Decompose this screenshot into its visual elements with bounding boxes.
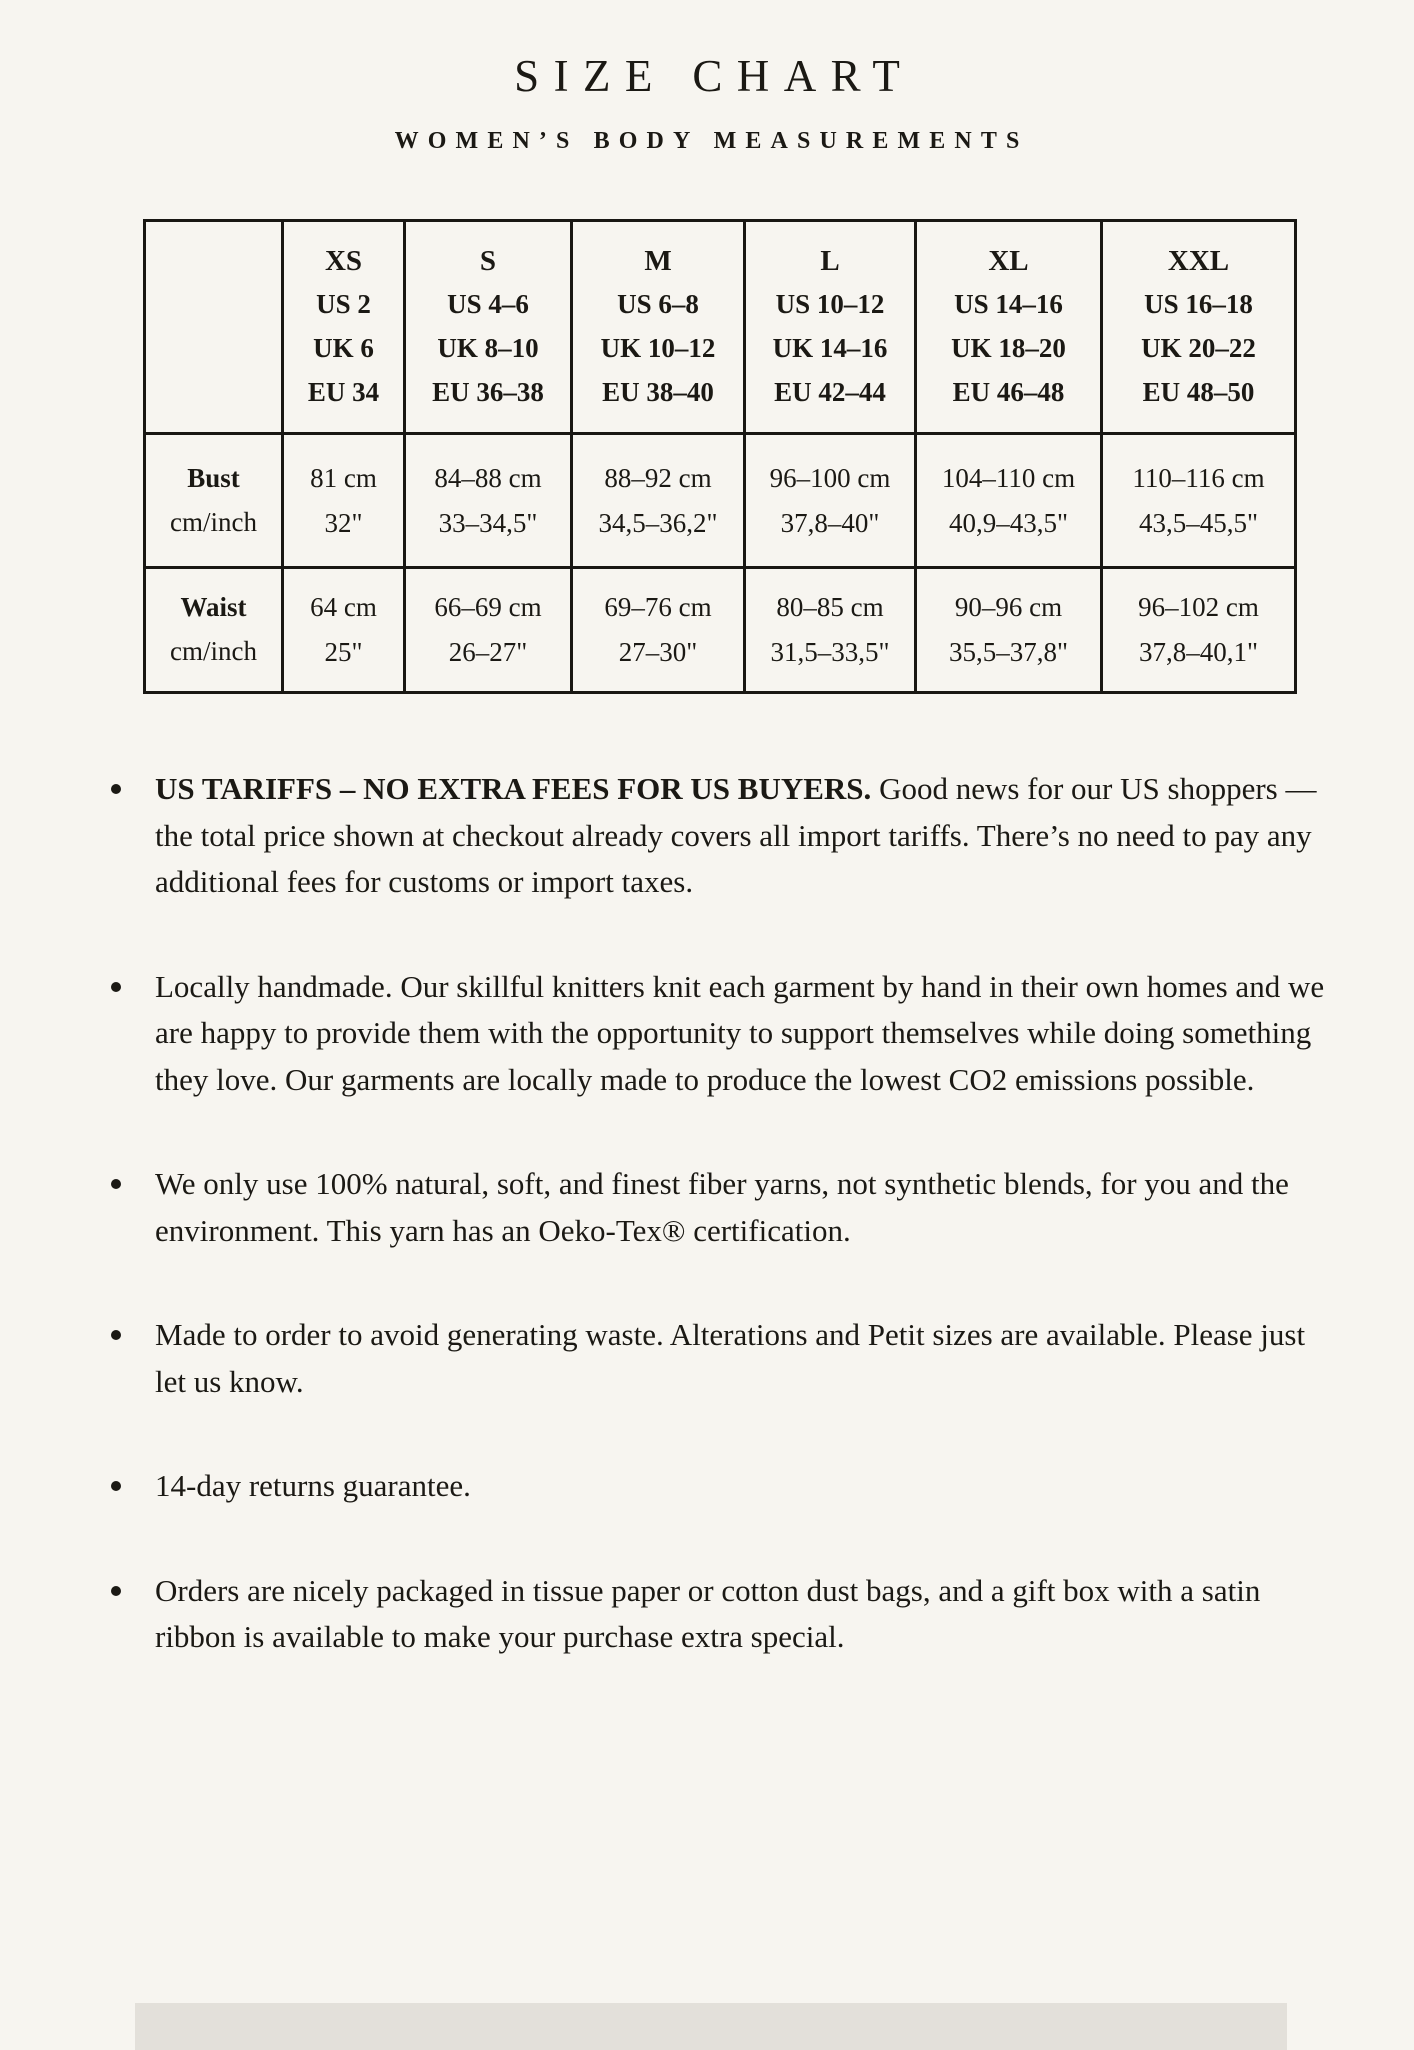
size-name: S — [479, 244, 497, 277]
inch-value: 32" — [324, 507, 363, 538]
bullet-text: We only use 100% natural, soft, and finest fiber yarns, not synthetic blends, for you and the environment. This yarn has an Oeko-Tex® certification. — [155, 1166, 1289, 1248]
bullet-returns-guarantee — [155, 1463, 1330, 1510]
waist-label-cell — [145, 568, 283, 693]
size-name: L — [820, 244, 840, 277]
header-cell-xxl — [1102, 221, 1296, 434]
bullet-text: Orders are nicely packaged in tissue paper or cotton dust bags, and a gift box with a satin ribbon is available to make your purchase extra special. — [155, 1572, 1261, 1654]
bust-cell-m — [572, 434, 745, 568]
waist-cell-s — [405, 568, 572, 693]
corner-cell — [145, 221, 283, 434]
row-label: Bust — [187, 462, 240, 493]
waist-row — [145, 568, 1296, 693]
size-name: XXL — [1167, 244, 1230, 277]
inch-value: 33–34,5" — [438, 507, 538, 538]
us-size: US 6–8 — [617, 289, 699, 320]
bust-cell-xs — [283, 434, 405, 568]
inch-value: 31,5–33,5" — [770, 637, 890, 667]
bullet-locally-handmade — [155, 964, 1330, 1104]
inch-value: 40,9–43,5" — [948, 507, 1069, 538]
bottom-band — [135, 2003, 1287, 2050]
bust-row — [145, 434, 1296, 568]
cm-value: 81 cm — [310, 462, 377, 493]
header-cell-xl — [916, 221, 1102, 434]
us-size: US 2 — [316, 289, 371, 320]
header-cell-m — [572, 221, 745, 434]
cm-value: 96–100 cm — [769, 462, 891, 493]
uk-size: UK 14–16 — [772, 332, 888, 363]
row-label: Waist — [180, 592, 247, 623]
header-cell-l — [745, 221, 916, 434]
cm-value: 66–69 cm — [434, 592, 542, 623]
inch-value: 37,8–40,1" — [1138, 637, 1259, 667]
cm-value: 84–88 cm — [434, 462, 542, 493]
uk-size: UK 20–22 — [1141, 332, 1256, 363]
bust-cell-xxl — [1102, 434, 1296, 568]
uk-size: UK 8–10 — [437, 332, 539, 363]
row-unit: cm/inch — [170, 636, 257, 666]
bullet-packaging — [155, 1568, 1330, 1661]
inch-value: 27–30" — [618, 637, 698, 667]
cm-value: 104–110 cm — [941, 462, 1076, 493]
bullet-text: 14-day returns guarantee. — [155, 1468, 471, 1503]
size-name: XS — [324, 244, 363, 277]
inch-value: 34,5–36,2" — [598, 507, 718, 538]
eu-size: EU 34 — [307, 376, 380, 407]
size-name: M — [644, 244, 672, 277]
bullet-made-to-order — [155, 1312, 1330, 1405]
bullet-text: Locally handmade. Our skillful knitters knit each garment by hand in their own homes and we are happy to provide them with the opportunity to support themselves while doing something they love. Our garments are locally made to produce the lowest CO2 emissions possible. — [155, 968, 1325, 1097]
cm-value: 88–92 cm — [604, 462, 712, 493]
cm-value: 64 cm — [310, 592, 377, 623]
waist-cell-xs — [283, 568, 405, 693]
row-unit: cm/inch — [170, 506, 257, 537]
bust-cell-s — [405, 434, 572, 568]
header-cell-s — [405, 221, 572, 434]
bullet-us-tariffs — [155, 766, 1330, 906]
page-title: SIZE CHART — [514, 51, 915, 101]
size-chart-table — [143, 219, 1297, 694]
uk-size: UK 10–12 — [600, 332, 716, 363]
waist-cell-xxl — [1102, 568, 1296, 693]
cm-value: 110–116 cm — [1132, 462, 1265, 493]
cm-value: 90–96 cm — [954, 592, 1063, 623]
eu-size: EU 46–48 — [952, 376, 1065, 407]
us-size: US 16–18 — [1144, 289, 1253, 320]
cm-value: 69–76 cm — [604, 592, 712, 623]
page-subtitle: WOMEN’S BODY MEASUREMENTS — [394, 128, 1029, 154]
cm-value: 80–85 cm — [776, 592, 884, 623]
eu-size: EU 36–38 — [432, 376, 544, 407]
eu-size: EU 42–44 — [774, 376, 886, 407]
uk-size: UK 6 — [313, 332, 374, 363]
eu-size: EU 48–50 — [1142, 376, 1255, 407]
bullet-natural-yarns — [155, 1161, 1330, 1254]
inch-value: 26–27" — [448, 637, 528, 667]
header-cell-xs — [283, 221, 405, 434]
waist-cell-xl — [916, 568, 1102, 693]
waist-cell-m — [572, 568, 745, 693]
inch-value: 43,5–45,5" — [1138, 507, 1259, 538]
inch-value: 37,8–40" — [780, 507, 880, 538]
us-size: US 10–12 — [775, 289, 885, 320]
inch-value: 35,5–37,8" — [948, 637, 1069, 667]
size-name: XL — [988, 244, 1029, 277]
eu-size: EU 38–40 — [602, 376, 714, 407]
size-header-row — [145, 221, 1296, 434]
us-size: US 4–6 — [447, 289, 529, 320]
waist-cell-l — [745, 568, 916, 693]
bust-label-cell — [145, 434, 283, 568]
uk-size: UK 18–20 — [951, 332, 1066, 363]
bullet-text: Made to order to avoid generating waste. Alterations and Petit sizes are available. Please just let us know. — [155, 1317, 1306, 1399]
bust-cell-xl — [916, 434, 1102, 568]
cm-value: 96–102 cm — [1138, 592, 1259, 623]
inch-value: 25" — [324, 637, 363, 667]
bust-cell-l — [745, 434, 916, 568]
us-size: US 14–16 — [954, 289, 1063, 320]
info-list — [0, 766, 1414, 1661]
bullet-bold-lead: US TARIFFS – NO EXTRA FEES FOR US BUYERS. — [155, 771, 872, 806]
bullet-text: Good news for our US shoppers — the total price shown at checkout already covers all import tariffs. There’s no need to pay any additional fees for customs or import taxes. — [155, 771, 1317, 899]
